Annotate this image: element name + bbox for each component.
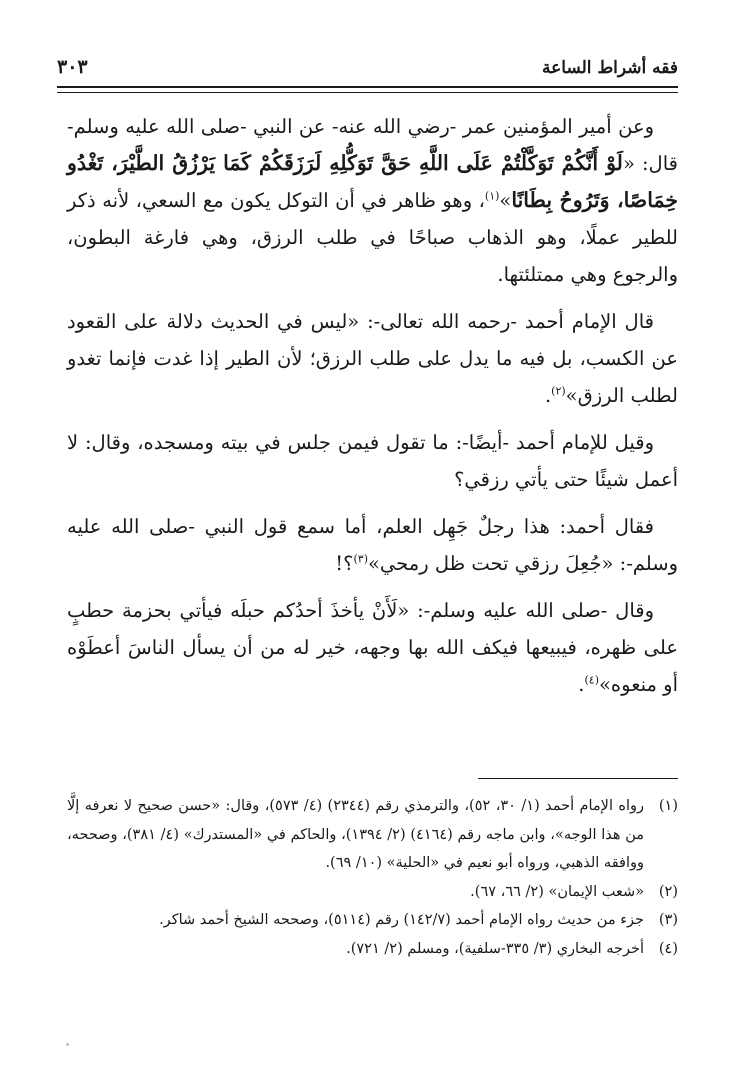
paragraph bbox=[67, 508, 678, 582]
footnote bbox=[67, 935, 678, 964]
paragraph-text: . bbox=[544, 384, 552, 407]
paragraph bbox=[67, 303, 678, 414]
paragraph-text: ؟! bbox=[335, 552, 354, 575]
footnotes bbox=[67, 792, 678, 963]
scan-speck bbox=[66, 1043, 69, 1046]
paragraph-text: وعن أمير المؤمنين عمر -رضي الله عنه- عن النبي -صلى الله عليه وسلم- قال: « bbox=[67, 115, 678, 175]
footnote-separator bbox=[478, 778, 678, 779]
footnote bbox=[67, 878, 678, 907]
footnote-number: (٣) bbox=[658, 912, 678, 928]
paragraph-text: قال الإمام أحمد -رحمه الله تعالى-: «ليس في الحديث دلالة على القعود عن الكسب، بل فيه ما يدل على طلب الرزق؛ لأن الطير إذا غدت فإنما تغدو لطلب الرزق» bbox=[67, 310, 678, 407]
footnote-text: رواه الإمام أحمد (١/ ٣٠، ٥٢)، والترمذي رقم (٢٣٤٤) (٤/ ٥٧٣)، وقال: «حسن صحيح لا نعرفه إلَّا من هذا الوجه»، وابن ماجه رقم (٤١٦٤) (٢/ ١٣٩٤)، والحاكم في «المستدرك» (٤/ ٣٨١)، وصححه، ووافقه الذهبي، ورواه أبو نعيم في «الحلية» (١٠/ ٦٩). bbox=[67, 798, 644, 871]
footnote bbox=[67, 792, 678, 878]
paragraph-text: فقال أحمد: هذا رجلٌ جَهِل العلم، أما سمع قول النبي -صلى الله عليه وسلم-: «جُعِلَ رزقي تحت ظل رمحي» bbox=[67, 515, 678, 575]
hadith-quote: لَوْ أَنَّكُمْ تَوَكَّلْتُمْ عَلَى اللَّهِ حَقَّ تَوَكُّلِهِ لَرَزَقَكُمْ كَمَا يَرْزُقُ الطَّيْرَ، تَغْدُو خِمَاصًا، وَتَرُوحُ بِطَانًا bbox=[67, 151, 678, 212]
running-header bbox=[57, 56, 678, 86]
footnote-text: «شعب الإيمان» (٢/ ٦٦، ٦٧). bbox=[470, 883, 644, 900]
paragraph bbox=[67, 592, 678, 703]
paragraph-text: . bbox=[578, 673, 585, 696]
paragraph bbox=[67, 424, 678, 498]
footnote bbox=[67, 906, 678, 935]
footnote-ref: (١) bbox=[484, 189, 500, 203]
paragraph-text: ، وهو ظاهر في أن التوكل يكون مع السعي، لأنه ذكر للطير عملًا، وهو الذهاب صباحًا في طلب الرزق، وهي فارغة البطون، والرجوع وهي ممتلئتها. bbox=[67, 189, 678, 286]
running-title: فقه أشراط الساعة bbox=[542, 58, 678, 78]
paragraph-text: » bbox=[499, 189, 512, 212]
footnote-number: (٢) bbox=[658, 883, 678, 900]
main-text bbox=[67, 108, 678, 713]
footnote-ref: (٤) bbox=[584, 673, 599, 687]
footnote-ref: (٣) bbox=[353, 552, 368, 566]
page-number: ٣٠٣ bbox=[57, 56, 88, 78]
paragraph bbox=[67, 108, 678, 293]
footnote-ref: (٢) bbox=[551, 384, 566, 398]
footnote-number: (٤) bbox=[658, 940, 678, 957]
paragraph-text: وقال -صلى الله عليه وسلم-: «لَأَنْ يأخذَ أحدُكم حبلَه فيأتي بحزمة حطبٍ على ظهره، فيبيعها فيكف الله بها وجهه، خير له من أن يسأل الناسَ أعطَوْه أو منعوه» bbox=[67, 599, 678, 696]
footnote-text: جزء من حديث رواه الإمام أحمد (١٤٢/٧) رقم (٥١١٤)، وصححه الشيخ أحمد شاكر. bbox=[159, 912, 644, 928]
paragraph-text: وقيل للإمام أحمد -أيضًا-: ما تقول فيمن جلس في بيته ومسجده، وقال: لا أعمل شيئًا حتى يأتي رزقي؟ bbox=[67, 431, 678, 491]
footnote-number: (١) bbox=[658, 798, 678, 814]
header-rule bbox=[57, 86, 678, 93]
footnote-text: أخرجه البخاري (٣/ ٣٣٥-سلفية)، ومسلم (٢/ ٧٢١). bbox=[346, 940, 644, 957]
